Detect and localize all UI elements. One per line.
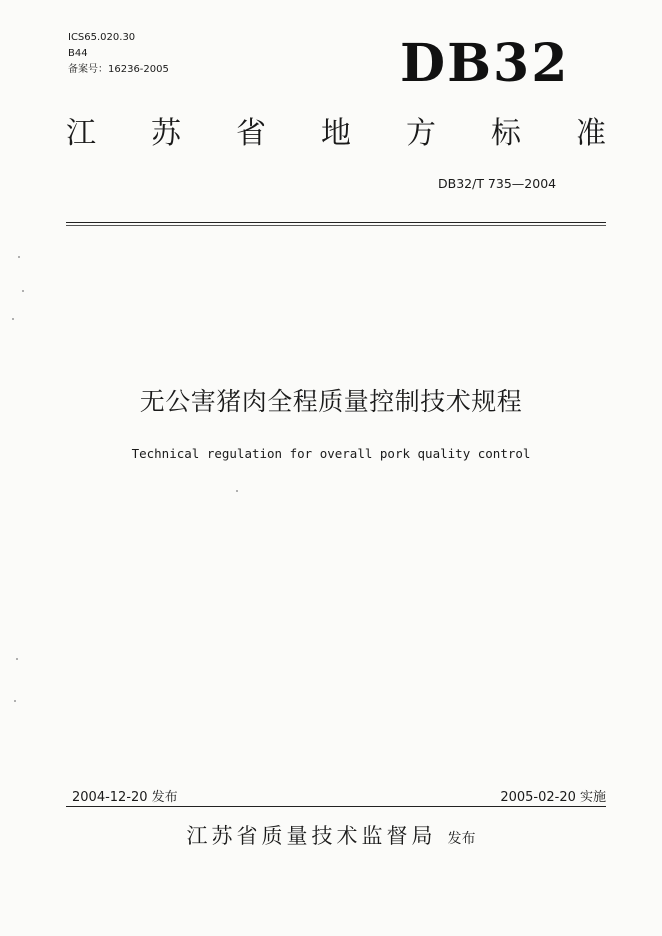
db32-logo-mark: DB32	[400, 33, 570, 94]
classification-block	[68, 30, 169, 78]
date-row	[72, 786, 606, 805]
scan-speck	[14, 700, 16, 702]
document-title-english: Technical regulation for overall pork quality control	[131, 446, 531, 461]
scan-speck	[18, 256, 20, 258]
implement-date: 2005-02-20 实施	[500, 790, 606, 805]
scan-speck	[22, 290, 24, 292]
publisher-name: 江苏省质量技术监督局	[186, 824, 437, 848]
publish-date: 2004-12-20 发布	[72, 790, 178, 805]
standard-type-char: 江	[66, 116, 96, 151]
scan-speck	[236, 490, 238, 492]
publisher-line	[0, 820, 662, 850]
category-code: B44	[68, 48, 88, 59]
footer-divider	[66, 806, 606, 807]
standard-type-char: 苏	[151, 116, 181, 151]
standard-type-char: 地	[321, 116, 351, 151]
publisher-suffix: 发布	[447, 831, 476, 847]
document-title-chinese: 无公害猪肉全程质量控制技术规程	[139, 387, 523, 416]
standard-type-char: 方	[406, 116, 436, 151]
standard-type-heading	[66, 114, 606, 154]
standard-type-char: 标	[491, 116, 521, 151]
filing-number: 备案号：16236-2005	[68, 64, 169, 75]
standard-type-char: 省	[236, 116, 266, 151]
standard-type-char: 准	[576, 116, 606, 151]
header-divider	[66, 222, 606, 226]
scan-speck	[12, 318, 14, 320]
ics-code: ICS65.020.30	[68, 32, 136, 43]
scan-speck	[16, 658, 18, 660]
standard-code: DB32/T 735—2004	[438, 176, 557, 191]
